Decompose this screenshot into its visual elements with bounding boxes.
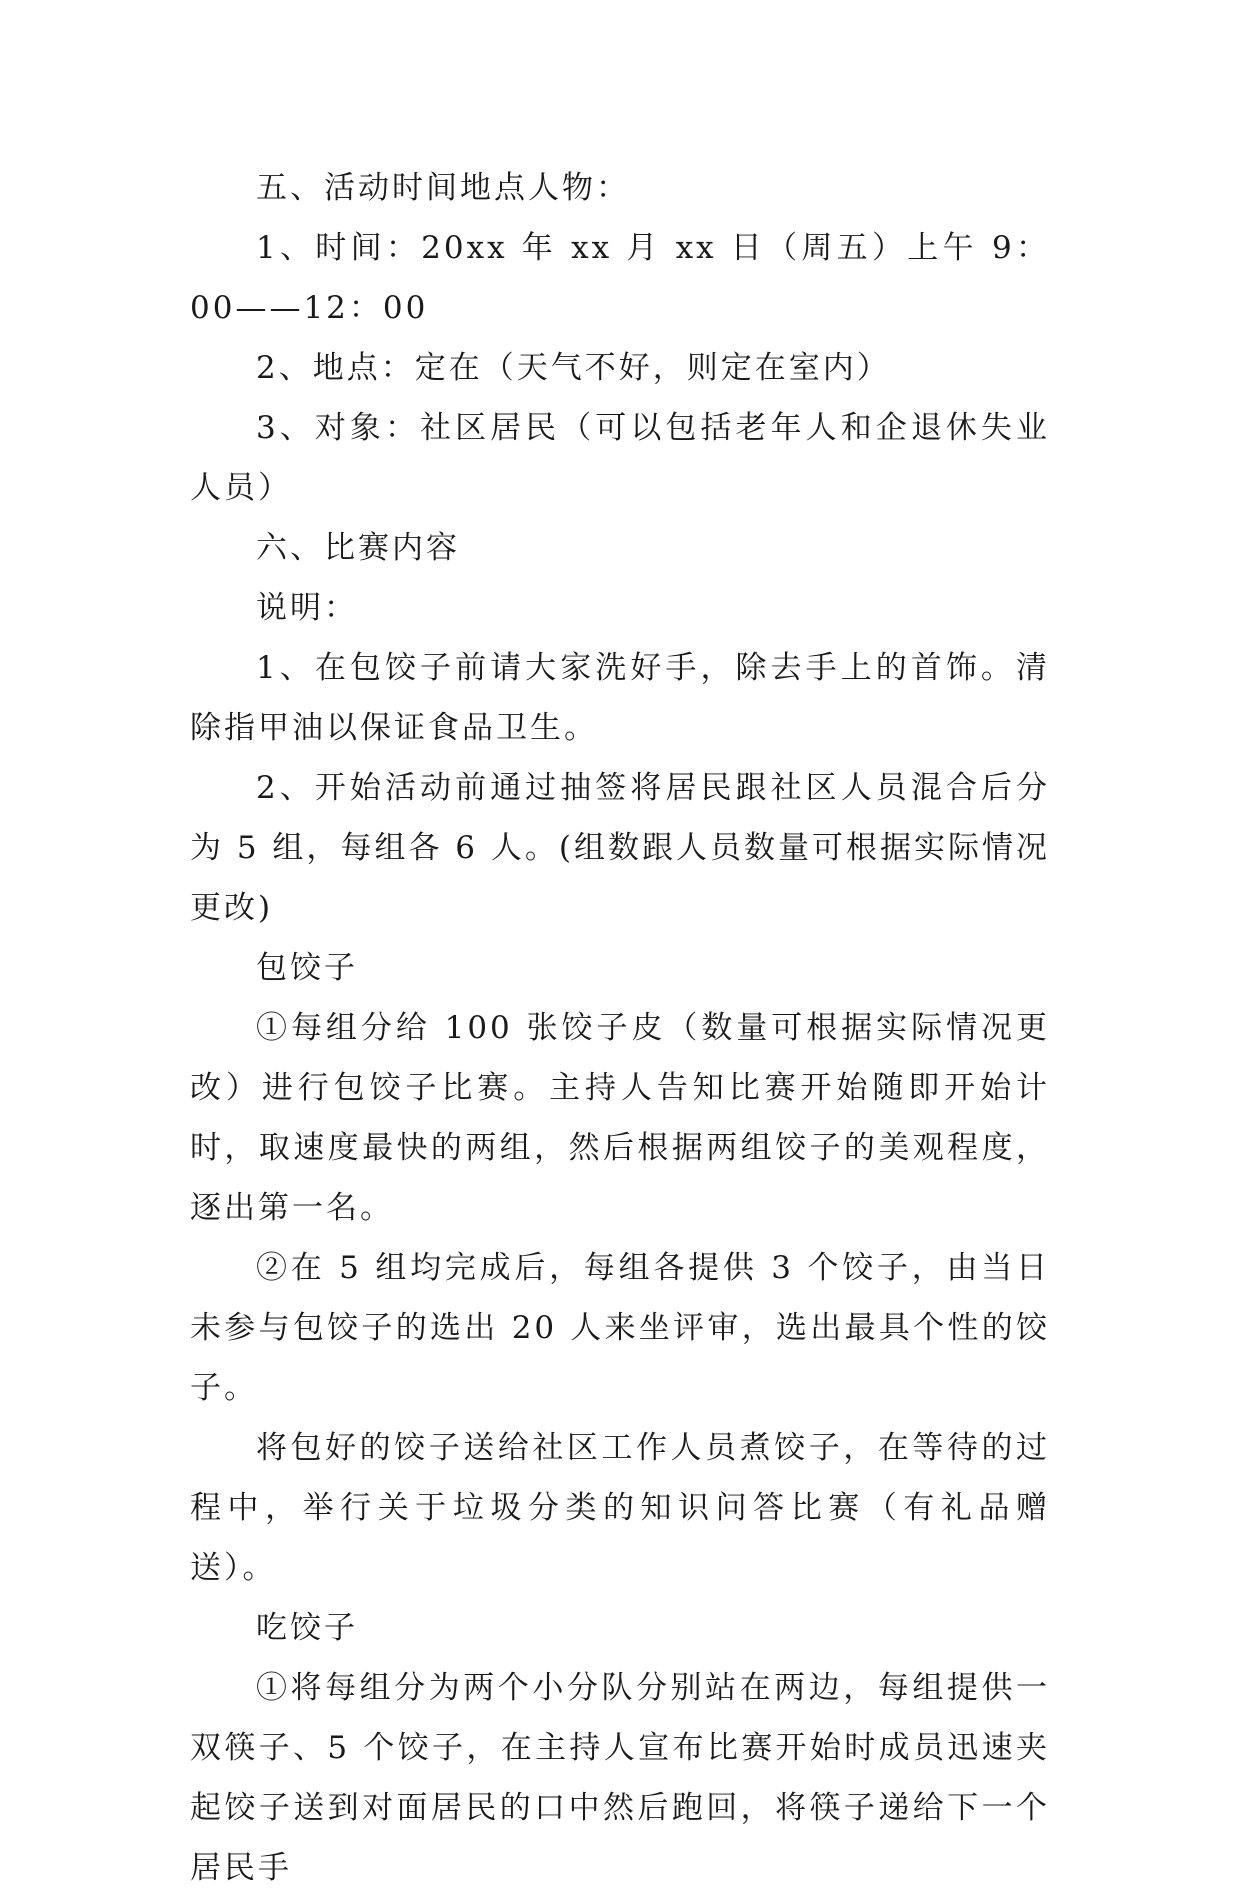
paragraph-notes-label: 说明：: [256, 590, 358, 626]
subheading-making-dumplings: 包饺子: [256, 950, 358, 986]
paragraph-note-2: 2、开始活动前通过抽签将居民跟社区人员混合后分为 5 组，每组各 6 人。(组数跟人员数量可根据实际情况更改): [190, 770, 1050, 926]
paragraph-audience: 3、对象：社区居民（可以包括老年人和企退休失业人员）: [190, 410, 1050, 506]
paragraph-time: 1、时间：20xx 年 xx 月 xx 日（周五）上午 9：00——12：00: [190, 230, 1050, 326]
section-heading-contest-content: 六、比赛内容: [256, 530, 460, 566]
subheading-eating-dumplings: 吃饺子: [256, 1610, 358, 1646]
paragraph-cooking-quiz: 将包好的饺子送给社区工作人员煮饺子，在等待的过程中，举行关于垃圾分类的知识问答比赛（有礼品赠送）。: [190, 1430, 1050, 1586]
paragraph-making-step-2: ②在 5 组均完成后，每组各提供 3 个饺子，由当日未参与包饺子的选出 20 人来坐评审，选出最具个性的饺子。: [190, 1250, 1050, 1406]
document-body: [190, 158, 1050, 1898]
paragraph-making-step-1: ①每组分给 100 张饺子皮（数量可根据实际情况更改）进行包饺子比赛。主持人告知比赛开始随即开始计时，取速度最快的两组，然后根据两组饺子的美观程度，逐出第一名。: [190, 1010, 1050, 1226]
paragraph-location: 2、地点：定在（天气不好，则定在室内）: [256, 350, 891, 386]
paragraph-eating-step-1: ①将每组分为两个小分队分别站在两边，每组提供一双筷子、5 个饺子，在主持人宣布比赛开始时成员迅速夹起饺子送到对面居民的口中然后跑回，将筷子递给下一个居民手: [190, 1670, 1050, 1886]
section-heading-activity-time: 五、活动时间地点人物：: [256, 170, 630, 206]
paragraph-note-1: 1、在包饺子前请大家洗好手，除去手上的首饰。清除指甲油以保证食品卫生。: [190, 650, 1050, 746]
